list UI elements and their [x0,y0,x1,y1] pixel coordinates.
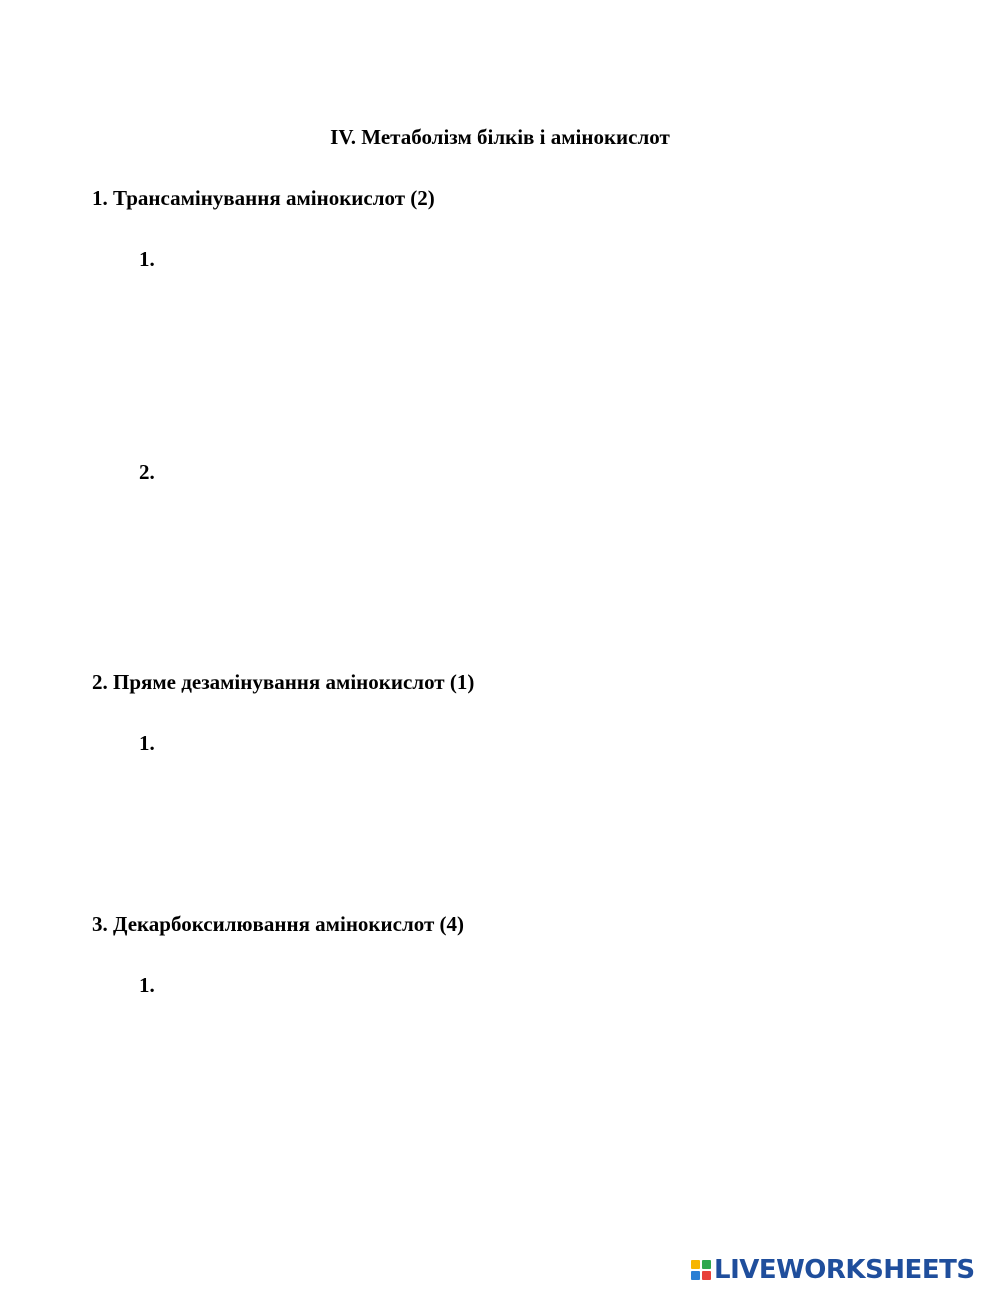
logo-mark-square [691,1271,700,1280]
logo-text: LIVEWORKSHEETS [714,1255,975,1285]
liveworksheets-logo [691,1256,975,1284]
logo-mark-square [702,1271,711,1280]
logo-mark-square [702,1260,711,1269]
section-heading-decarboxylation: 3. Декарбоксилювання амінокислот (4) [92,912,465,936]
item-number: 1. [139,973,155,997]
item-number: 1. [139,731,155,755]
logo-mark-square [691,1260,700,1269]
logo-mark-icon [691,1260,711,1280]
page-title: IV. Метаболізм білків і амінокислот [330,125,670,149]
item-number: 1. [139,247,155,271]
section-heading-direct-deamination: 2. Пряме дезамінування амінокислот (1) [92,670,475,694]
section-heading-transamination: 1. Трансамінування амінокислот (2) [92,186,435,210]
item-number: 2. [139,460,155,484]
